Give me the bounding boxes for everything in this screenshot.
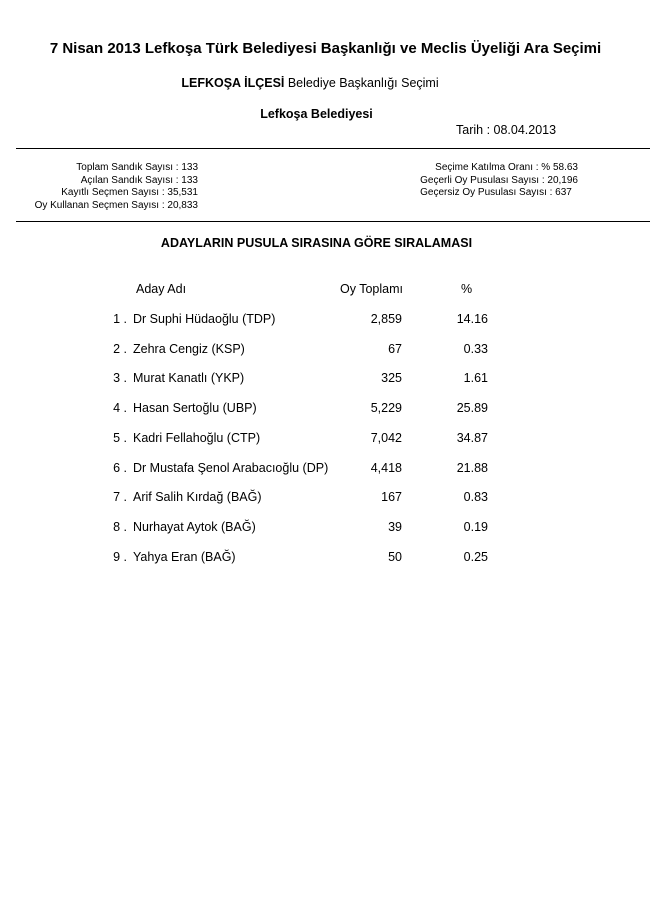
candidate-votes: 7,042: [370, 430, 402, 445]
candidate-name: Arif Salih Kırdağ (BAĞ): [133, 490, 262, 505]
candidate-name: Nurhayat Aytok (BAĞ): [133, 519, 256, 534]
candidate-percent: 0.83: [463, 490, 488, 505]
candidate-row: [0, 312, 651, 328]
candidate-index: 8 .: [113, 519, 127, 534]
page-title: 7 Nisan 2013 Lefkoşa Türk Belediyesi Başkanlığı ve Meclis Üyeliği Ara Seçimi: [49, 40, 602, 57]
candidate-percent: 21.88: [456, 460, 488, 475]
candidate-row: [0, 431, 651, 447]
candidate-name: Murat Kanatlı (YKP): [133, 371, 245, 386]
candidate-name: Dr Suphi Hüdaoğlu (TDP): [133, 312, 276, 326]
candidate-row: [0, 461, 651, 477]
divider-top: [16, 148, 650, 149]
candidate-row: [0, 401, 651, 417]
stat-invalid-ballots: Geçersiz Oy Pusulası Sayısı : 637: [420, 187, 572, 199]
candidate-votes: 167: [381, 490, 402, 505]
stat-total-boxes: Toplam Sandık Sayısı : 133: [76, 162, 198, 173]
candidate-votes: 2,859: [370, 312, 402, 326]
candidate-row: [0, 490, 651, 506]
candidate-row: [0, 342, 651, 358]
candidate-index: 7 .: [113, 490, 127, 505]
candidate-votes: 5,229: [370, 401, 402, 416]
candidate-name: Hasan Sertoğlu (UBP): [133, 401, 257, 416]
candidate-index: 1 .: [113, 312, 127, 326]
candidate-percent: 0.19: [463, 519, 488, 534]
candidate-row: [0, 371, 651, 387]
stat-voters-cast: Oy Kullanan Seçmen Sayısı : 20,833: [34, 199, 198, 211]
candidate-index: 6 .: [113, 460, 127, 475]
candidate-votes: 67: [388, 341, 402, 356]
candidate-index: 9 .: [113, 549, 127, 564]
stat-opened-boxes: Açılan Sandık Sayısı : 133: [80, 174, 198, 186]
stats-right-block: [420, 162, 578, 200]
candidate-name: Yahya Eran (BAĞ): [133, 549, 236, 564]
column-header-percent: %: [461, 282, 473, 296]
column-header-name: Aday Adı: [136, 282, 187, 296]
candidate-votes: 325: [381, 371, 402, 386]
candidate-percent: 25.89: [456, 401, 488, 416]
candidate-index: 5 .: [113, 430, 127, 445]
stat-turnout: Seçime Katılma Oranı : % 58.63: [435, 162, 578, 173]
candidate-percent: 0.33: [463, 341, 488, 356]
candidate-votes: 4,418: [370, 460, 402, 475]
candidate-index: 2 .: [113, 341, 127, 356]
ranking-title: ADAYLARIN PUSULA SIRASINA GÖRE SIRALAMASI: [160, 236, 473, 250]
stat-valid-ballots: Geçerli Oy Pusulası Sayısı : 20,196: [420, 174, 578, 186]
election-subtitle: [0, 76, 620, 90]
report-date: Tarih : 08.04.2013: [456, 123, 557, 137]
candidate-votes: 50: [388, 549, 402, 564]
candidate-row: [0, 520, 651, 536]
candidate-percent: 0.25: [463, 549, 488, 564]
candidate-index: 3 .: [113, 371, 127, 386]
district-name: LEFKOŞA İLÇESİ: [181, 76, 285, 90]
candidate-name: Kadri Fellahoğlu (CTP): [133, 430, 261, 445]
municipality-name: Lefkoşa Belediyesi: [260, 107, 373, 121]
candidate-index: 4 .: [113, 401, 127, 416]
election-type: Belediye Başkanlığı Seçimi: [284, 76, 439, 90]
divider-bottom: [16, 221, 650, 222]
candidate-percent: 1.61: [463, 371, 488, 386]
candidate-row: [0, 550, 651, 566]
stats-left-block: [35, 162, 198, 212]
candidate-percent: 34.87: [456, 430, 488, 445]
stat-registered-voters: Kayıtlı Seçmen Sayısı : 35,531: [61, 187, 198, 199]
column-header-votes: Oy Toplamı: [340, 282, 403, 296]
candidate-name: Dr Mustafa Şenol Arabacıoğlu (DP): [133, 460, 329, 475]
candidate-percent: 14.16: [456, 312, 488, 326]
candidate-votes: 39: [388, 519, 402, 534]
candidate-name: Zehra Cengiz (KSP): [133, 341, 245, 356]
